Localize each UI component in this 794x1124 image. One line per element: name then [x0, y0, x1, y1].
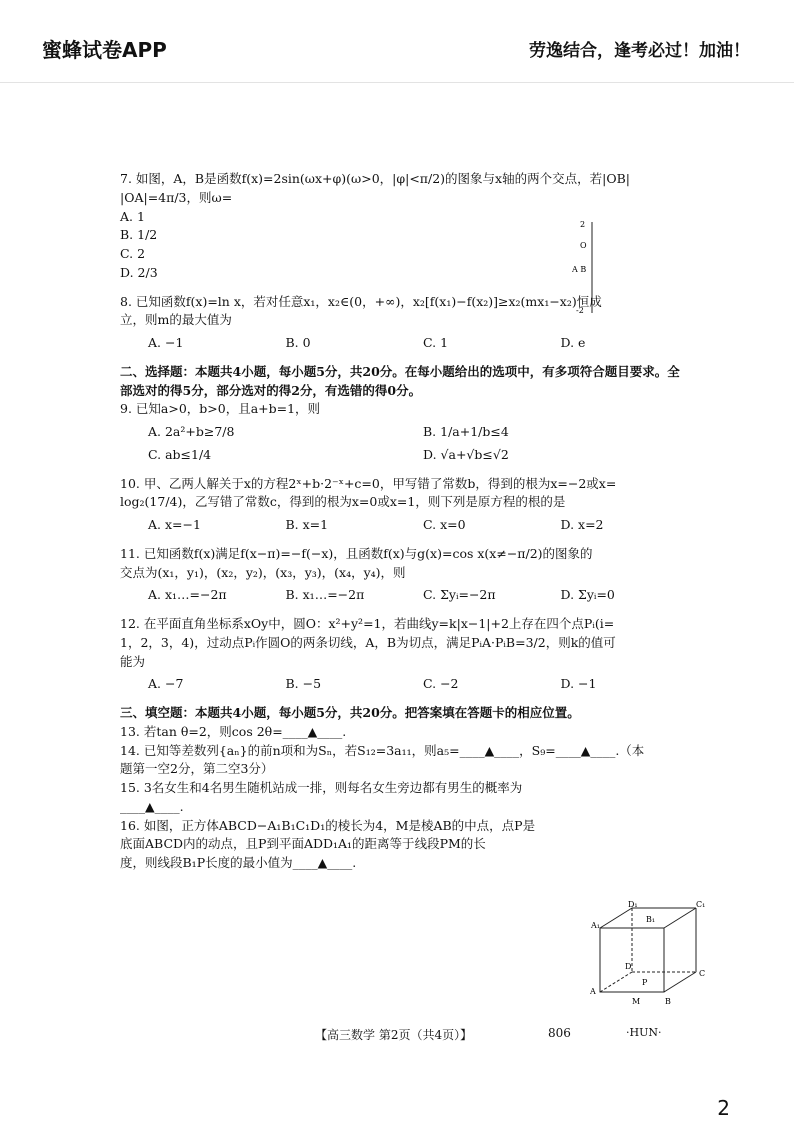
question-13: 13. 若tan θ=2，则cos 2θ=____▲____. — [120, 723, 347, 739]
question-10-option-c: C. x=0 — [423, 517, 466, 532]
question-7-option-a: A. 1 — [120, 208, 145, 224]
question-10-line-2: log₂(17/4)，乙写错了常数c，得到的根为x=0或x=1，则下列是原方程的根的是 — [120, 494, 566, 510]
graph-axis-label: A B — [572, 265, 587, 274]
question-12-line-3: 能为 — [120, 653, 146, 669]
question-9-option-b: B. 1/a+1/b≤4 — [423, 424, 509, 439]
question-8-option-c: C. 1 — [423, 335, 449, 350]
question-16-line-3: 度，则线段B₁P长度的最小值为____▲____. — [120, 855, 357, 870]
app-slogan: 劳逸结合，逢考必过！加油！ — [529, 41, 750, 61]
question-8-line-2: 立，则m的最大值为 — [120, 312, 232, 328]
function-graph-figure — [572, 218, 612, 322]
cube-label-b: B — [665, 997, 671, 1006]
question-14-line-2: 题第一空2分，第二空3分） — [120, 761, 274, 777]
question-11 — [120, 545, 680, 605]
question-10-line-1: 10. 甲、乙两人解关于x的方程2ˣ+b·2⁻ˣ+c=0，甲写错了常数b，得到的根为x=−2或x= — [120, 475, 617, 491]
cube-label-c: C — [699, 969, 706, 978]
question-8-option-d: D. e — [560, 335, 586, 350]
question-10-option-d: D. x=2 — [560, 517, 604, 532]
cube-label-c1: C₁ — [696, 900, 706, 909]
question-8-line-1: 8. 已知函数f(x)=ln x，若对任意x₁，x₂∈(0，+∞)，x₂[f(x₁)−f(x₂)]≥x₂(mx₁−x₂)恒成 — [120, 293, 602, 309]
question-7-option-d: D. 2/3 — [120, 264, 158, 280]
section-3-heading: 三、填空题：本题共4小题，每小题5分，共20分。把答案填在答题卡的相应位置。 — [120, 705, 580, 720]
question-9-option-c: C. ab≤1/4 — [148, 446, 212, 462]
question-15-line-2: ____▲____. — [120, 798, 184, 814]
question-12-option-a: A. −7 — [148, 676, 184, 692]
cube-label-p: P — [642, 978, 648, 987]
question-9-option-a: A. 2a²+b≥7/8 — [148, 424, 235, 439]
cube-label-a1: A₁ — [591, 921, 600, 930]
cube-label-d: D — [625, 962, 632, 971]
cube-label-m: M — [632, 997, 641, 1006]
question-12-option-c: C. −2 — [423, 676, 459, 692]
graph-top-label: 2 — [580, 220, 586, 229]
question-11-option-b: B. x₁…=−2π — [285, 587, 365, 603]
question-12 — [120, 615, 680, 694]
question-10 — [120, 475, 680, 535]
cube-label-b1: B₁ — [646, 915, 656, 924]
question-9-stem: 9. 已知a>0，b>0，且a+b=1，则 — [120, 401, 321, 417]
question-12-line-1: 12. 在平面直角坐标系xOy中，圆O：x²+y²=1，若曲线y=k|x−1|+2上存在四个点Pᵢ(i= — [120, 616, 615, 631]
cube-label-a: A — [590, 987, 596, 996]
question-16-line-2: 底面ABCD内的动点，且P到平面ADD₁A₁的距离等于线段PM的长 — [120, 836, 486, 852]
question-10-option-b: B. x=1 — [285, 517, 329, 532]
question-14-line-1: 14. 已知等差数列{aₙ}的前n项和为Sₙ，若S₁₂=3a₁₁，则a₅=____▲____，S₉=____▲____.（本 — [120, 742, 645, 758]
question-11-option-c: C. Σyᵢ=−2π — [423, 587, 496, 603]
question-11-option-d: D. Σyᵢ=0 — [560, 587, 615, 603]
question-15-line-1: 15. 3名女生和4名男生随机站成一排，则每名女生旁边都有男生的概率为 — [120, 780, 523, 795]
section-2-heading: 二、选择题：本题共4小题，每小题5分，共20分。在每小题给出的选项中，有多项符合题目要求。全部选对的得5分，部分选对的得2分，有选错的得0分。 — [120, 363, 680, 398]
page-number: 2 — [717, 1096, 730, 1120]
cube-figure — [590, 900, 708, 1014]
question-16-line-1: 16. 如图，正方体ABCD−A₁B₁C₁D₁的棱长为4，M是棱AB的中点，点P是 — [120, 817, 536, 833]
question-8-option-a: A. −1 — [148, 335, 184, 350]
cube-label-d1: D₁ — [628, 900, 638, 909]
question-12-line-2: 1，2，3，4)，过动点Pᵢ作圆O的两条切线，A，B为切点，满足PᵢA·PᵢB=3/2，则k的值可 — [120, 634, 616, 650]
question-10-option-a: A. x=−1 — [148, 517, 201, 532]
app-brand: 蜜蜂试卷APP — [42, 38, 167, 62]
question-12-option-b: B. −5 — [285, 676, 322, 692]
exam-tag: ·HUN· — [626, 1026, 662, 1039]
question-12-option-d: D. −1 — [560, 676, 597, 692]
graph-origin-label: O — [580, 241, 587, 250]
question-7-option-c: C. 2 — [120, 246, 146, 261]
app-header — [0, 0, 794, 83]
question-9-option-d: D. √a+√b≤√2 — [423, 446, 509, 462]
question-11-option-a: A. x₁…=−2π — [148, 587, 227, 603]
question-7-option-b: B. 1/2 — [120, 227, 158, 243]
question-8-option-b: B. 0 — [285, 335, 311, 350]
question-9 — [120, 400, 680, 464]
exam-footer: 【高三数学 第2页（共4页）】 — [315, 1028, 473, 1042]
graph-bottom-label: -2 — [576, 306, 584, 315]
question-7-line-2: |OA|=4π/3，则ω= — [120, 189, 233, 205]
exam-code: 806 — [548, 1026, 571, 1040]
exam-page — [120, 170, 706, 1006]
question-7-line-1: 7. 如图，A，B是函数f(x)=2sin(ωx+φ)(ω>0，|φ|<π/2)的图象与x轴的两个交点，若|OB| — [120, 171, 630, 186]
question-11-line-1: 11. 已知函数f(x)满足f(x−π)=−f(−x)，且函数f(x)与g(x)=cos x(x≠−π/2)的图象的 — [120, 545, 593, 561]
question-11-line-2: 交点为(x₁，y₁)，(x₂，y₂)，(x₃，y₃)，(x₄，y₄)，则 — [120, 564, 406, 580]
